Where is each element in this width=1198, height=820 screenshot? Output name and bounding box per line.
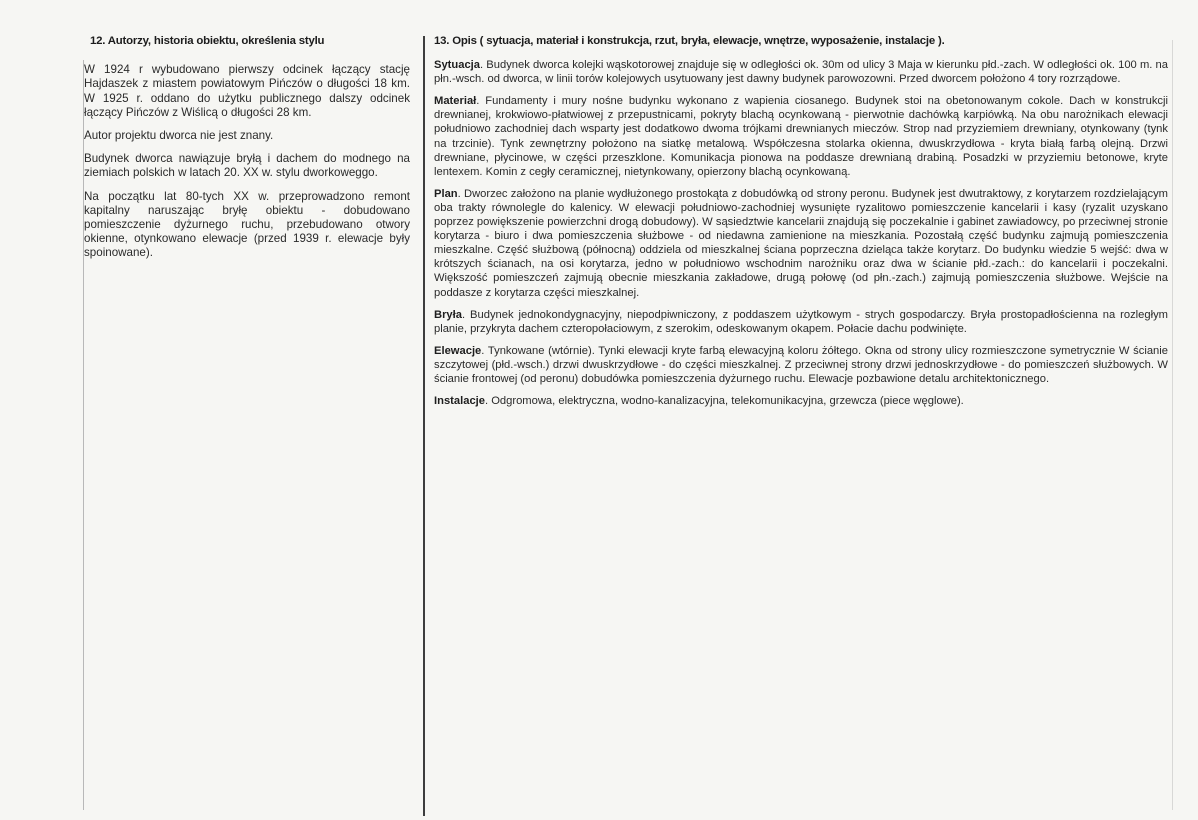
history-paragraph-2: Autor projektu dworca nie jest znany. xyxy=(84,129,274,143)
plan-label: Plan xyxy=(434,187,458,200)
situation-text: . Budynek dworca kolejki wąskotorowej znajduje się w odległości ok. 30m od ulicy 3 Maja w kierunku płd.-zach. W odległości ok. 100 m. na płn.-wsch. od dworca, w linii torów kolejowych usytuowany jest dawny budynek parowozowni. Przed dworcem położono 4 tory rozrządowe. xyxy=(434,59,1168,86)
section-13-heading: 13. Opis ( sytuacja, materiał i konstrukcja, rzut, bryła, elewacje, wnętrze, wyposażenie, instalacje ). xyxy=(434,35,945,47)
description-installations xyxy=(434,394,1168,408)
situation-label: Sytuacja xyxy=(434,59,481,72)
column-divider xyxy=(423,36,425,816)
history-paragraph-3: Budynek dworca nawiązuje bryłą i dachem do modnego na ziemiach polskich w latach 20. XX w. stylu dworkoweggo. xyxy=(84,152,410,180)
right-column xyxy=(434,34,1168,416)
elevations-label: Elewacje xyxy=(434,344,482,357)
description-elevations xyxy=(434,344,1168,386)
history-paragraph-4: Na początku lat 80-tych XX w. przeprowadzono remont kapitalny naruszając bryłę obiektu - dobudowano pomieszczenie dyżurnego ruchu, przebudowano otwory okienne, otynkowano elewacje (przed 1939 r. elewacje były spoinowane). xyxy=(84,189,410,260)
installations-text: . Odgromowa, elektryczna, wodno-kanalizacyjna, telekomunikacyjna, grzewcza (piece węglowe). xyxy=(485,395,964,408)
description-material xyxy=(434,94,1168,179)
section-12-heading: 12. Autorzy, historia obiektu, określenia stylu xyxy=(90,35,325,47)
description-massing xyxy=(434,308,1168,336)
left-column xyxy=(84,34,410,270)
right-margin-line xyxy=(1172,40,1173,810)
massing-text: . Budynek jednokondygnacyjny, niepodpiwniczony, z poddaszem użytkowym - strych gospodarczy. Bryła prostopadłościenna na rozległym planie, przykryta dachem czteropołaciowym, z szerokim, odeskowanym okapem. Połacie dachu podwinięte. xyxy=(434,308,1168,335)
plan-text: . Dworzec założono na planie wydłużonego prostokąta z dobudówką od strony peronu. Budynek jest dwutraktowy, z korytarzem rozdzielającym oba trakty równolegle do kalenicy. W elewacji południowo-zachodniej wysunięte ryzalitowo pomieszczenie kancelarii i kasy (ryzalit uzyskano poprzez powiększenie powierzchni drogą dobudowy). W sąsiedztwie kancelarii znajdują się poczekalnie i gabinet zawiadowcy, po przeciwnej stronie korytarza - biuro i dwa pomieszczenia służbowe - od niedawna zamienione na mieszkania. Pozostałą część budynku zajmują pomieszczenia mieszkalne. Część służbową (północną) oddziela od mieszkalnej ściana poprzeczna dzieląca także korytarz. Do budynku wiedzie 5 wejść: dwa w krótszych ścianach, na osi korytarza, jedno w południowo wschodnim narożniku oraz dwa w ścianie płd.-zach.: do kancelarii i poczekalni. Większość pomieszczeń zajmują obecnie mieszkania zakładowe, drugą połowę (od płn.-zach.) zajmują pomieszczenia służbowe. Wejście na poddasze z korytarza części mieszkalnej. xyxy=(434,187,1168,299)
elevations-text: . Tynkowane (wtórnie). Tynki elewacji kryte farbą elewacyjną koloru żółtego. Okna od strony ulicy rozmieszczone symetrycznie W ścianie szczytowej (płd.-wsch.) drzwi dwuskrzydłowe - do części mieszkalnej. Z przeciwnej strony drzwi jednoskrzydłowe - do pomieszczeń służbowych. W ścianie frontowej (od peronu) dobudówka pomieszczenia dyżurnego ruchu. Elewacje pozbawione detalu architektonicznego. xyxy=(434,344,1168,385)
description-plan xyxy=(434,187,1168,300)
description-situation xyxy=(434,58,1168,86)
massing-label: Bryła xyxy=(434,308,462,321)
history-paragraph-1: W 1924 r wybudowano pierwszy odcinek łączący stację Hajdaszek z miastem powiatowym Pińczów o długości 18 km. W 1925 r. oddano do użytku publicznego dalszy odcinek łączący Pińczów z Wiślicą o długości 28 km. xyxy=(84,63,410,119)
material-label: Materiał xyxy=(434,95,477,108)
installations-label: Instalacje xyxy=(434,395,485,408)
material-text: . Fundamenty i mury nośne budynku wykonano z wapienia ciosanego. Budynek stoi na obetonowanym cokole. Dach w konstrukcji drewnianej, krokwiowo-płatwiowej z przepustnicami, pokryty blachą ocynkowaną - pierwotnie dachówką karpiówką. Na obu narożnikach elewacji południowo zachodniej dach wsparty jest dodatkowo dwoma trójkami drewnianych mieczów. Strop nad przyziemiem drewniany, otynkowany (tynk na trzcinie). Tynk zewnętrzny położono na siatkę metalową. Współczesna stolarka okienna, dwuskrzydłowa - kryta białą farbą olejną. Drzwi drewniane, płycinowe, w części przeszklone. Komunikacja pionowa na poddasze drewnianą drabiną. Posadzki w przyziemiu betonowe, kryte lentexem. Komin z cegły ceramicznej, nietynkowany, opierzony blachą ocynkowaną. xyxy=(434,95,1168,178)
